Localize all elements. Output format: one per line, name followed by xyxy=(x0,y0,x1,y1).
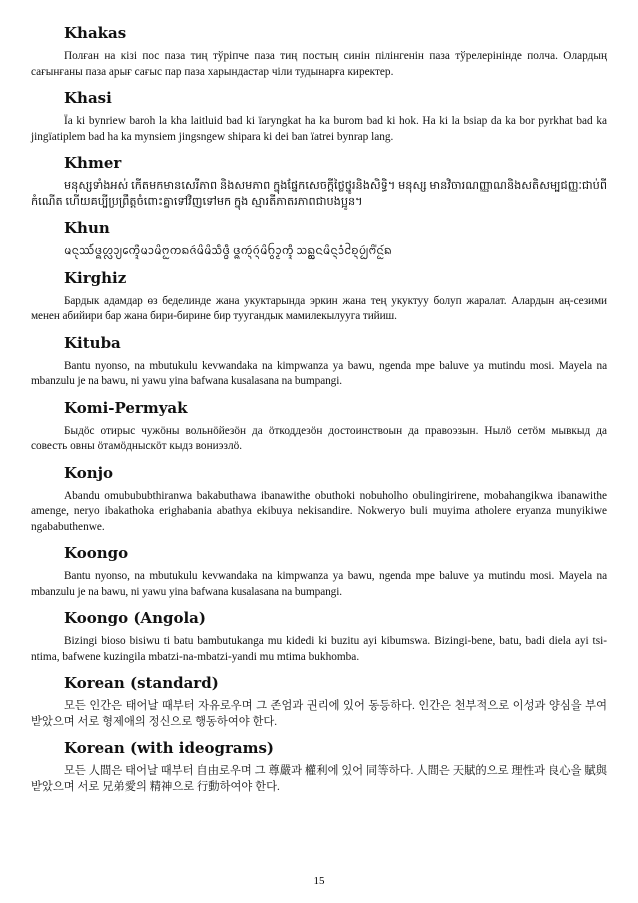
language-heading: Kirghiz xyxy=(64,268,127,287)
entry-koongo xyxy=(31,544,607,600)
entry-khakas xyxy=(31,24,607,80)
declaration-text: ᨾᨶᩩᩔ᩼ᨴ᩠ᨦᩉᩖᩣ᩠ᨿᨠᩮ᩠ᨯᩨᨾᩣᨾᩦᨻᩬᨠᨦᨩᩢᨾᩦᨾᩦᩈᩥᨴ᩠ᨵᩥ ᨴ᩠ᨦᨠᩢ᩠ᨶᨣᩢ᩠ᨶᨾᩦᨤ᩠ᩅᩣ᩠ᨾᨠᩥ᩠ᨯ ᩈᨦᩬ᩠ᨠᨶᨾᩦᨶ᩠ᨶᩣᩴᨧᩲ᩠ᨶᨷᩢ᩠ᨷᨻᩦ᩵ᨶ᩶ᩬᨦ xyxy=(64,245,392,257)
language-heading: Kituba xyxy=(64,333,121,352)
entry-khasi xyxy=(31,89,607,145)
language-heading: Korean (with ideograms) xyxy=(64,739,275,757)
declaration-text: Bantu nyonso, na mbutukulu kevwandaka na kimpwanza ya bawu, ngenda mpe baluve ya mutindu mosi. Mayela na mbanzulu je na bawu, ni yawu yina bafwana kusalasana na bumpangi. xyxy=(31,359,607,387)
language-heading: Khmer xyxy=(64,154,122,172)
declaration-text: Полған на кізі пос паза тиң тўріпче паза тиң постың синін пілінгенін паза тўрелерінінде полча. Олардың сағынғаны паза арығ сағыс пар паза харындастар чіли тудынарға киректер. xyxy=(31,50,607,78)
language-heading: Khasi xyxy=(64,89,112,107)
entry-koongo-angola xyxy=(31,609,607,665)
language-heading: Komi-Permyak xyxy=(64,398,188,417)
entry-khun xyxy=(31,219,607,260)
declaration-text: មនុស្សទាំងអស់ កើតមកមានសេរីភាព និងសមភាព ក្នុងផ្នែកសេចក្ដីថ្លៃថ្នូរនិងសិទ្ធិ។ មនុស្ស មានវិចារណញ្ញាណនិងសតិសម្បជញ្ញៈជាប់ពីកំណើត ហើយគប្បីប្រព្រឹត្តចំពោះគ្នាទៅវិញទៅមក ក្នុង ស្មារតីភាតរភាពជាបងប្អូន។ xyxy=(31,180,607,208)
entry-korean-standard xyxy=(31,674,607,730)
declaration-text: Бардык адамдар өз беделинде жана укуктарында эркин жана тең укуктуу болуп жаралат. Алардын аң-сезими менен абийири бар жана бири-бирине бир туугандык мамилекылууга тийиш. xyxy=(31,294,607,322)
entry-komi-permyak xyxy=(31,399,607,455)
language-heading: Koongo xyxy=(64,544,129,562)
page-number: 15 xyxy=(313,875,325,887)
entry-kirghiz xyxy=(31,269,607,325)
declaration-text: 모든 人間은 태어날 때부터 自由로우며 그 尊嚴과 權利에 있어 同等하다. 人間은 天賦的으로 理性과 良心을 賦與받았으며 서로 兄弟愛의 精神으로 行動하여야 한다. xyxy=(31,765,607,793)
language-heading: Korean (standard) xyxy=(64,674,219,692)
declaration-text: Bantu nyonso, na mbutukulu kevwandaka na kimpwanza ya bawu, ngenda mpe baluve ya mutindu mosi. Mayela na mbanzulu je na bawu, ni yawu yina bafwana kusalasana na bumpangi. xyxy=(31,570,607,598)
declaration-text: 모든 인간은 태어날 때부터 자유로우며 그 존엄과 권리에 있어 동등하다. 인간은 천부적으로 이성과 양심을 부여받았으며 서로 형제애의 정신으로 행동하여야 한다. xyxy=(31,700,607,728)
declaration-text: Abandu omubububthiranwa bakabuthawa ibanawithe obuthoki nobuholho obulingirirene, mobahangikwa ibanawithe amenge, neryo ibakathoka erighabania abathya ekibuya nekisandire. Nokweryo buli muyima atholere eryanza munyikiwe ngababuthenwe. xyxy=(31,489,607,533)
language-heading: Khakas xyxy=(64,24,127,42)
declaration-text: Bizingi bioso bisiwu ti batu bambutukanga mu kidedi ki buzitu ayi kibumswa. Bizingi-bene, batu, badi diela ayi tsi-ntima, bafwene kuzingila mbatzi-na-mbatzi-yandi mu mtima bukhomba. xyxy=(31,635,607,663)
language-heading: Koongo (Angola) xyxy=(64,609,206,627)
entry-konjo xyxy=(31,464,607,536)
declaration-text: Быдӧс отирыс чужӧны вольнӧйезӧн да ӧткоддезӧн достоинствоын да правоэзын. Нылӧ сетӧм мывкыд да совесть овны ӧтамӧдныскӧт кыдз вониэзлӧ. xyxy=(31,424,607,452)
entry-khmer xyxy=(31,154,607,210)
entry-kituba xyxy=(31,334,607,390)
entry-korean-ideograms xyxy=(31,739,607,795)
language-heading: Khun xyxy=(64,219,110,237)
language-heading: Konjo xyxy=(64,463,114,482)
declaration-text: Ïa ki bynriew baroh la kha laitluid bad ki ïaryngkat ha ka burom bad ki hok. Ha ki la bsiap da ka bor pyrkhat bad ka jingïatiplem bad ha ka mynsiem jingsngew shipara ki dei ban ïatrei bynrap lang. xyxy=(31,115,607,143)
